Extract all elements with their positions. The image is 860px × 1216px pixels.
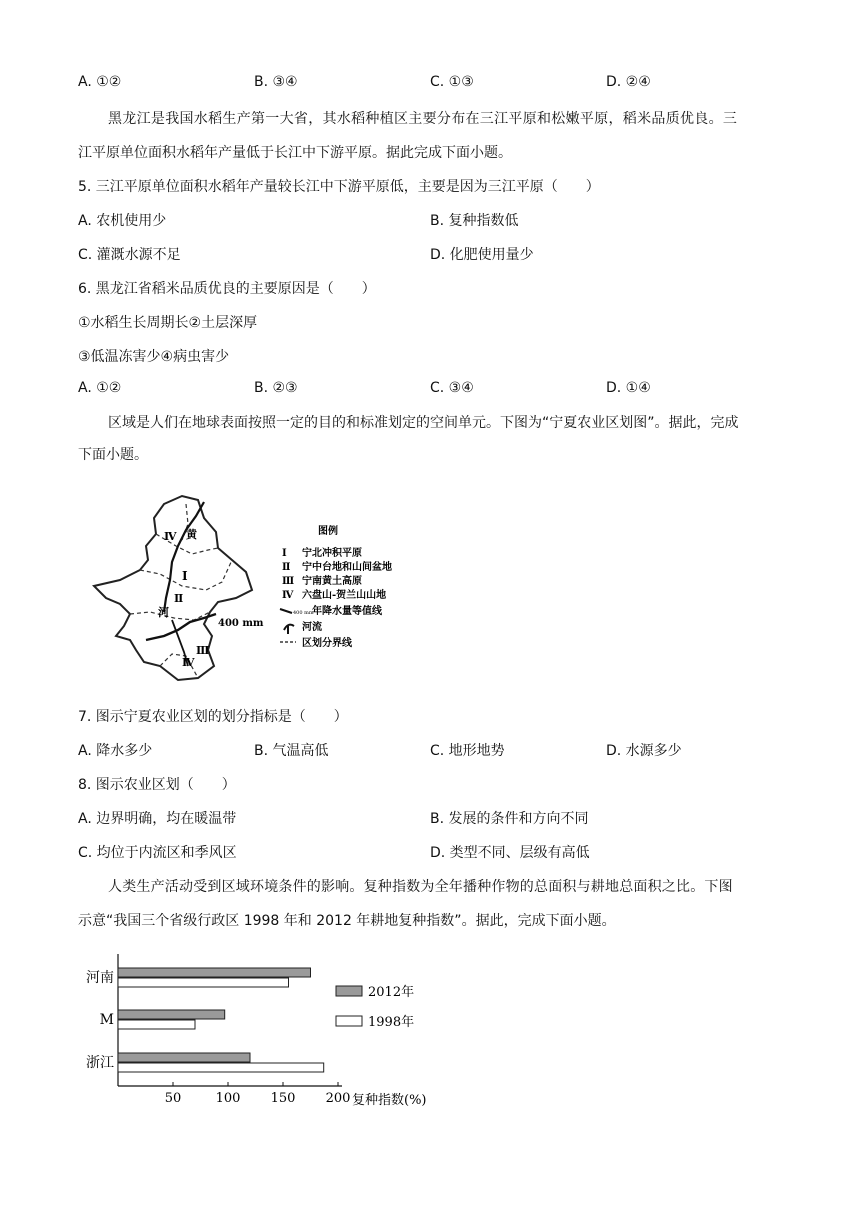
legend-swatch-1 — [336, 1016, 362, 1026]
q7-option-a: A. 降水多少 — [78, 743, 153, 759]
q5-option-b: B. 复种指数低 — [430, 213, 519, 229]
bar-0-1 — [118, 978, 289, 987]
legend-symbol-i: Ⅰ — [282, 548, 287, 559]
q7-option-d: D. 水源多少 — [606, 743, 682, 759]
q8-option-b: B. 发展的条件和方向不同 — [430, 811, 589, 827]
legend-label-0: 2012年 — [368, 985, 415, 1000]
q8-option-d: D. 类型不同、层级有高低 — [430, 845, 590, 861]
q6-option-a: A. ①② — [78, 380, 122, 396]
q5-option-a: A. 农机使用少 — [78, 213, 167, 229]
region-label-ii: Ⅱ — [174, 592, 184, 605]
passage-fuzhong-line1: 人类生产活动受到区域环境条件的影响。复种指数为全年播种作物的总面积与耕地总面积之比。下图 — [108, 879, 733, 895]
q5-stem: 5. 三江平原单位面积水稻年产量较长江中下游平原低，主要是因为三江平原（ ） — [78, 179, 600, 195]
category-label-0: 河南 — [86, 970, 114, 986]
q6-option-c: C. ③④ — [430, 380, 474, 396]
legend-river-swatch — [284, 625, 294, 634]
q4-option-d: D. ②④ — [606, 74, 651, 90]
legend-label-iv: 六盘山-贺兰山山地 — [302, 590, 387, 601]
q4-option-a: A. ①② — [78, 74, 122, 90]
x-tick-label-3: 200 — [325, 1091, 351, 1106]
x-tick-label-0: 50 — [164, 1091, 182, 1106]
q6-items-line2: ③低温冻害少④病虫害少 — [78, 349, 230, 365]
q8-option-a: A. 边界明确，均在暖温带 — [78, 811, 237, 827]
passage-heilongjiang-line1: 黑龙江是我国水稻生产第一大省，其水稻种植区主要分布在三江平原和松嫩平原，稻米品质优良。三 — [108, 111, 738, 127]
bar-1-0 — [118, 1010, 225, 1019]
passage-heilongjiang-line2: 江平原单位面积水稻年产量低于长江中下游平原。据此完成下面小题。 — [78, 145, 512, 161]
q8-stem: 8. 图示农业区划（ ） — [78, 777, 236, 793]
q6-items-line1: ①水稻生长周期长②土层深厚 — [78, 315, 258, 331]
river-char-huang: 黄 — [186, 528, 197, 541]
category-label-1: M — [99, 1012, 114, 1028]
region-label-i: Ⅰ — [182, 569, 188, 583]
legend-isoline-swatch — [280, 609, 292, 613]
q4-option-b: B. ③④ — [254, 74, 298, 90]
legend-label-isoline: 年降水量等值线 — [312, 606, 382, 617]
bar-2-0 — [118, 1053, 250, 1062]
legend-symbol-isoline: 400 mm — [293, 610, 314, 616]
q7-option-b: B. 气温高低 — [254, 743, 329, 759]
river-char-he: 河 — [158, 606, 169, 619]
legend-swatch-0 — [336, 986, 362, 996]
region-label-iv-south: Ⅳ — [182, 656, 195, 669]
map-outline — [94, 496, 252, 680]
region-label-iv-north: Ⅳ — [164, 530, 177, 543]
region-label-iii: Ⅲ — [196, 644, 210, 657]
bar-0-0 — [118, 968, 311, 977]
bar-2-1 — [118, 1063, 324, 1072]
legend-title: 图例 — [318, 526, 338, 537]
legend-symbol-ii: Ⅱ — [282, 562, 291, 573]
legend-symbol-iv: Ⅳ — [282, 590, 294, 601]
q6-option-b: B. ②③ — [254, 380, 298, 396]
q5-option-c: C. 灌溉水源不足 — [78, 247, 181, 263]
q6-stem: 6. 黑龙江省稻米品质优良的主要原因是（ ） — [78, 281, 376, 297]
category-label-2: 浙江 — [86, 1055, 114, 1071]
bar-1-1 — [118, 1020, 195, 1029]
x-axis-label: 复种指数(%) — [352, 1093, 427, 1108]
q7-stem: 7. 图示宁夏农业区划的划分指标是（ ） — [78, 709, 348, 725]
x-tick-label-2: 150 — [270, 1091, 296, 1106]
passage-ningxia-line1: 区域是人们在地球表面按照一定的目的和标准划定的空间单元。下图为“宁夏农业区划图”。据此，完成 — [108, 415, 739, 431]
q7-option-c: C. 地形地势 — [430, 743, 505, 759]
passage-ningxia-line2: 下面小题。 — [78, 447, 148, 463]
legend-label-iii: 宁南黄土高原 — [302, 576, 362, 587]
legend-symbol-iii: Ⅲ — [282, 576, 295, 587]
legend-label-ii: 宁中台地和山间盆地 — [302, 562, 392, 573]
yellow-river — [164, 502, 204, 612]
legend-label-1: 1998年 — [368, 1015, 415, 1030]
q8-option-c: C. 均位于内流区和季风区 — [78, 845, 237, 861]
x-tick-label-1: 100 — [215, 1091, 241, 1106]
legend-label-i: 宁北冲积平原 — [302, 548, 362, 559]
q6-option-d: D. ①④ — [606, 380, 651, 396]
legend-label-boundary: 区划分界线 — [302, 638, 352, 649]
multiple-cropping-index-chart — [80, 946, 460, 1116]
q4-option-c: C. ①③ — [430, 74, 474, 90]
q5-option-d: D. 化肥使用量少 — [430, 247, 534, 263]
ningxia-agriculture-map — [86, 490, 426, 690]
isoline-label: 400 mm — [218, 618, 264, 629]
legend-label-river: 河流 — [302, 622, 322, 633]
passage-fuzhong-line2: 示意“我国三个省级行政区 1998 年和 2012 年耕地复种指数”。据此，完成下面小题。 — [78, 913, 616, 929]
